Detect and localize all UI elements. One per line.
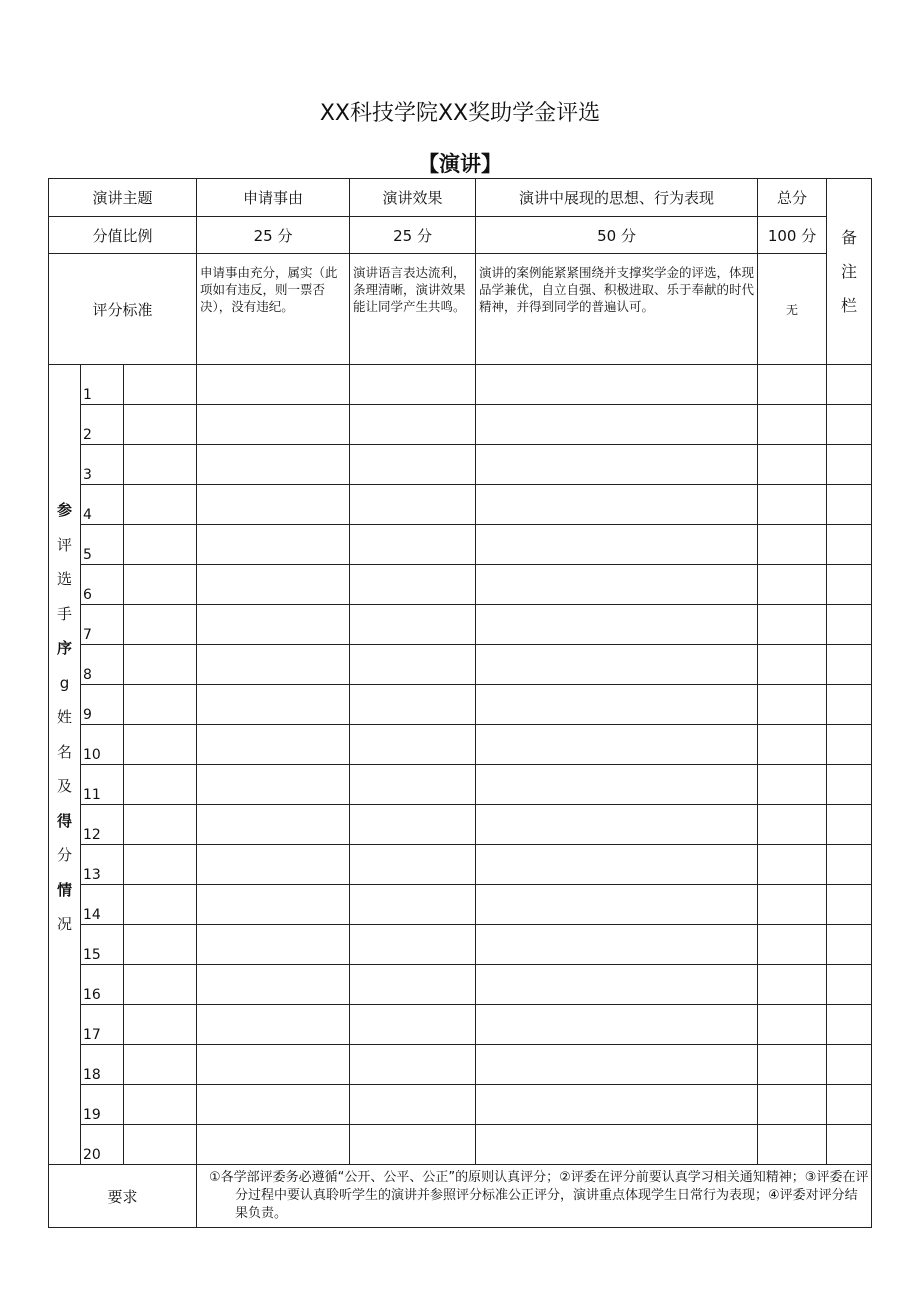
- thought-score-cell[interactable]: [476, 685, 758, 725]
- reason-score-cell[interactable]: [197, 765, 350, 805]
- reason-score-cell[interactable]: [197, 845, 350, 885]
- total-score-cell[interactable]: [758, 805, 827, 845]
- table-row: [49, 485, 872, 525]
- row-number: 11: [81, 765, 124, 805]
- row-number: 8: [81, 645, 124, 685]
- thought-score-cell[interactable]: [476, 1125, 758, 1165]
- reason-score-cell[interactable]: [197, 405, 350, 445]
- effect-score-cell[interactable]: [350, 685, 476, 725]
- name-cell[interactable]: [124, 765, 197, 805]
- row-number: 20: [81, 1125, 124, 1165]
- name-cell[interactable]: [124, 645, 197, 685]
- total-score-cell[interactable]: [758, 1085, 827, 1125]
- table-row: [49, 365, 872, 405]
- row-number: 2: [81, 405, 124, 445]
- side-label-char: 分: [56, 846, 72, 864]
- row-number: 16: [81, 965, 124, 1005]
- thought-score-cell[interactable]: [476, 445, 758, 485]
- remark-char: 栏: [841, 295, 858, 315]
- remark-cell[interactable]: [827, 965, 872, 1005]
- thought-score-cell[interactable]: [476, 1085, 758, 1125]
- remark-cell[interactable]: [827, 845, 872, 885]
- thought-score-cell[interactable]: [476, 1045, 758, 1085]
- total-score-cell[interactable]: [758, 365, 827, 405]
- participant-side-label: [49, 365, 81, 1165]
- effect-score-cell[interactable]: [350, 525, 476, 565]
- table-row: [49, 525, 872, 565]
- side-label-char: 参: [56, 501, 72, 519]
- thought-score-cell[interactable]: [476, 925, 758, 965]
- header-thought: 演讲中展现的思想、行为表现: [476, 179, 758, 217]
- effect-score-cell[interactable]: [350, 725, 476, 765]
- header-topic: 演讲主题: [49, 179, 197, 217]
- effect-score-cell[interactable]: [350, 445, 476, 485]
- effect-score-cell[interactable]: [350, 645, 476, 685]
- thought-score-cell[interactable]: [476, 565, 758, 605]
- remark-cell[interactable]: [827, 765, 872, 805]
- row-number: 18: [81, 1045, 124, 1085]
- thought-score-cell[interactable]: [476, 485, 758, 525]
- thought-score-cell[interactable]: [476, 525, 758, 565]
- table-row: [49, 805, 872, 845]
- name-cell[interactable]: [124, 405, 197, 445]
- name-cell[interactable]: [124, 725, 197, 765]
- total-score-cell[interactable]: [758, 765, 827, 805]
- remark-cell[interactable]: [827, 1045, 872, 1085]
- row-number: 13: [81, 845, 124, 885]
- criteria-thought: 演讲的案例能紧紧围绕并支撑奖学金的评选，体现品学兼优，自立自强、积极进取、乐于奉献的时代精神，并得到同学的普遍认可。: [476, 254, 758, 365]
- side-label-char: g: [59, 673, 70, 692]
- reason-score-cell[interactable]: [197, 445, 350, 485]
- header-remark: [827, 179, 872, 365]
- table-row: [49, 725, 872, 765]
- side-label-char: 况: [56, 915, 72, 933]
- remark-char: 注: [841, 261, 858, 281]
- criteria-total: 无: [758, 254, 827, 365]
- table-row: [49, 445, 872, 485]
- effect-score-cell[interactable]: [350, 765, 476, 805]
- page-title: XX科技学院XX奖助学金评选: [319, 101, 601, 126]
- effect-score-cell[interactable]: [350, 1085, 476, 1125]
- remark-cell[interactable]: [827, 565, 872, 605]
- table-row: [49, 1085, 872, 1125]
- thought-score-cell[interactable]: [476, 365, 758, 405]
- name-cell[interactable]: [124, 1005, 197, 1045]
- table-row: [49, 565, 872, 605]
- thought-score-cell[interactable]: [476, 405, 758, 445]
- side-label-char: 姓: [56, 708, 72, 726]
- row-number: 1: [81, 365, 124, 405]
- scoring-table: [48, 178, 872, 1228]
- row-number: 10: [81, 725, 124, 765]
- reason-score-cell[interactable]: [197, 725, 350, 765]
- remark-cell[interactable]: [827, 725, 872, 765]
- name-cell[interactable]: [124, 925, 197, 965]
- total-score-cell[interactable]: [758, 685, 827, 725]
- reason-score-cell[interactable]: [197, 365, 350, 405]
- name-cell[interactable]: [124, 445, 197, 485]
- name-cell[interactable]: [124, 885, 197, 925]
- thought-score-cell[interactable]: [476, 645, 758, 685]
- effect-score-cell[interactable]: [350, 365, 476, 405]
- effect-score-cell[interactable]: [350, 485, 476, 525]
- total-score-cell[interactable]: [758, 1005, 827, 1045]
- table-row: [49, 605, 872, 645]
- table-row: [49, 845, 872, 885]
- remark-cell[interactable]: [827, 365, 872, 405]
- total-score-cell[interactable]: [758, 485, 827, 525]
- reason-score-cell[interactable]: [197, 605, 350, 645]
- effect-score-cell[interactable]: [350, 845, 476, 885]
- side-label-char: 情: [56, 880, 72, 899]
- side-label-char: 得: [56, 811, 72, 830]
- table-row: [49, 885, 872, 925]
- total-score-cell[interactable]: [758, 1045, 827, 1085]
- remark-cell[interactable]: [827, 885, 872, 925]
- effect-score-cell[interactable]: [350, 1045, 476, 1085]
- reason-score-cell[interactable]: [197, 885, 350, 925]
- reason-score-cell[interactable]: [197, 805, 350, 845]
- total-score-cell[interactable]: [758, 1125, 827, 1165]
- reason-score-cell[interactable]: [197, 685, 350, 725]
- total-score-cell[interactable]: [758, 445, 827, 485]
- effect-score-cell[interactable]: [350, 805, 476, 845]
- thought-score-cell[interactable]: [476, 845, 758, 885]
- reason-score-cell[interactable]: [197, 645, 350, 685]
- effect-score-cell[interactable]: [350, 565, 476, 605]
- effect-score-cell[interactable]: [350, 405, 476, 445]
- thought-score-cell[interactable]: [476, 725, 758, 765]
- remark-cell[interactable]: [827, 525, 872, 565]
- header-reason: 申请事由: [197, 179, 350, 217]
- name-cell[interactable]: [124, 485, 197, 525]
- total-score-cell[interactable]: [758, 885, 827, 925]
- requirements-row: [49, 1165, 872, 1228]
- row-number: 19: [81, 1085, 124, 1125]
- criteria-effect: 演讲语言表达流利，条理清晰，演讲效果能让同学产生共鸣。: [350, 254, 476, 365]
- row-number: 9: [81, 685, 124, 725]
- remark-cell[interactable]: [827, 1085, 872, 1125]
- total-score-cell[interactable]: [758, 645, 827, 685]
- ratio-effect: 25 分: [350, 217, 476, 254]
- table-row: [49, 1045, 872, 1085]
- remark-cell[interactable]: [827, 685, 872, 725]
- reason-score-cell[interactable]: [197, 1085, 350, 1125]
- row-number: 7: [81, 605, 124, 645]
- row-number: 12: [81, 805, 124, 845]
- total-score-cell[interactable]: [758, 925, 827, 965]
- row-number: 14: [81, 885, 124, 925]
- name-cell[interactable]: [124, 605, 197, 645]
- effect-score-cell[interactable]: [350, 885, 476, 925]
- criteria-reason: 申请事由充分，属实（此项如有违反，则一票否决），没有违纪。: [197, 254, 350, 365]
- total-score-cell[interactable]: [758, 965, 827, 1005]
- participant-rows: [49, 365, 872, 1165]
- row-number: 6: [81, 565, 124, 605]
- remark-cell[interactable]: [827, 405, 872, 445]
- name-cell[interactable]: [124, 1045, 197, 1085]
- table-row: [49, 1125, 872, 1165]
- header-effect: 演讲效果: [350, 179, 476, 217]
- table-row: [49, 965, 872, 1005]
- table-row: [49, 765, 872, 805]
- remark-cell[interactable]: [827, 445, 872, 485]
- page-subtitle: 【演讲】: [418, 152, 502, 176]
- total-score-cell[interactable]: [758, 845, 827, 885]
- row-number: 15: [81, 925, 124, 965]
- thought-score-cell[interactable]: [476, 805, 758, 845]
- total-score-cell[interactable]: [758, 565, 827, 605]
- reason-score-cell[interactable]: [197, 1005, 350, 1045]
- side-label-char: 手: [56, 604, 72, 623]
- total-score-cell[interactable]: [758, 525, 827, 565]
- ratio-row: [49, 217, 872, 254]
- ratio-reason: 25 分: [197, 217, 350, 254]
- name-cell[interactable]: [124, 565, 197, 605]
- reason-score-cell[interactable]: [197, 925, 350, 965]
- effect-score-cell[interactable]: [350, 1005, 476, 1045]
- remark-cell[interactable]: [827, 605, 872, 645]
- header-row: [49, 179, 872, 217]
- effect-score-cell[interactable]: [350, 965, 476, 1005]
- remark-cell[interactable]: [827, 925, 872, 965]
- table-row: [49, 1005, 872, 1045]
- name-cell[interactable]: [124, 525, 197, 565]
- name-cell[interactable]: [124, 1085, 197, 1125]
- thought-score-cell[interactable]: [476, 1005, 758, 1045]
- name-cell[interactable]: [124, 805, 197, 845]
- remark-cell[interactable]: [827, 485, 872, 525]
- reason-score-cell[interactable]: [197, 565, 350, 605]
- reason-score-cell[interactable]: [197, 1125, 350, 1165]
- reason-score-cell[interactable]: [197, 525, 350, 565]
- name-cell[interactable]: [124, 845, 197, 885]
- thought-score-cell[interactable]: [476, 765, 758, 805]
- total-score-cell[interactable]: [758, 725, 827, 765]
- side-label-char: 选: [56, 570, 72, 588]
- remark-cell[interactable]: [827, 645, 872, 685]
- side-label-char: 序: [56, 639, 72, 657]
- criteria-row: [49, 254, 872, 365]
- side-label-char: 名: [56, 742, 72, 761]
- ratio-label: 分值比例: [49, 217, 197, 254]
- row-number: 4: [81, 485, 124, 525]
- effect-score-cell[interactable]: [350, 605, 476, 645]
- name-cell[interactable]: [124, 1125, 197, 1165]
- table-row: [49, 685, 872, 725]
- name-cell[interactable]: [124, 965, 197, 1005]
- total-score-cell[interactable]: [758, 405, 827, 445]
- side-label-char: 评: [56, 535, 72, 554]
- name-cell[interactable]: [124, 365, 197, 405]
- effect-score-cell[interactable]: [350, 1125, 476, 1165]
- reason-score-cell[interactable]: [197, 965, 350, 1005]
- row-number: 17: [81, 1005, 124, 1045]
- thought-score-cell[interactable]: [476, 605, 758, 645]
- name-cell[interactable]: [124, 685, 197, 725]
- table-row: [49, 645, 872, 685]
- remark-char: 备: [841, 227, 858, 247]
- remark-cell[interactable]: [827, 1125, 872, 1165]
- thought-score-cell[interactable]: [476, 965, 758, 1005]
- reason-score-cell[interactable]: [197, 485, 350, 525]
- requirements-text: ①各学部评委务必遵循“公开、公平、公正”的原则认真评分；②评委在评分前要认真学习相关通知精神；③评委在评分过程中要认真聆听学生的演讲并参照评分标准公正评分，演讲重点体现学生日常行为表现；④评委对评分结果负责。: [197, 1165, 872, 1228]
- table-row: [49, 925, 872, 965]
- effect-score-cell[interactable]: [350, 925, 476, 965]
- total-score-cell[interactable]: [758, 605, 827, 645]
- remark-cell[interactable]: [827, 805, 872, 845]
- side-label-char: 及: [56, 777, 72, 795]
- header-total: 总分: [758, 179, 827, 217]
- row-number: 3: [81, 445, 124, 485]
- requirements-label: 要求: [49, 1165, 197, 1228]
- ratio-thought: 50 分: [476, 217, 758, 254]
- thought-score-cell[interactable]: [476, 885, 758, 925]
- ratio-total: 100 分: [758, 217, 827, 254]
- reason-score-cell[interactable]: [197, 1045, 350, 1085]
- remark-cell[interactable]: [827, 1005, 872, 1045]
- criteria-label: 评分标准: [49, 254, 197, 365]
- row-number: 5: [81, 525, 124, 565]
- table-row: [49, 405, 872, 445]
